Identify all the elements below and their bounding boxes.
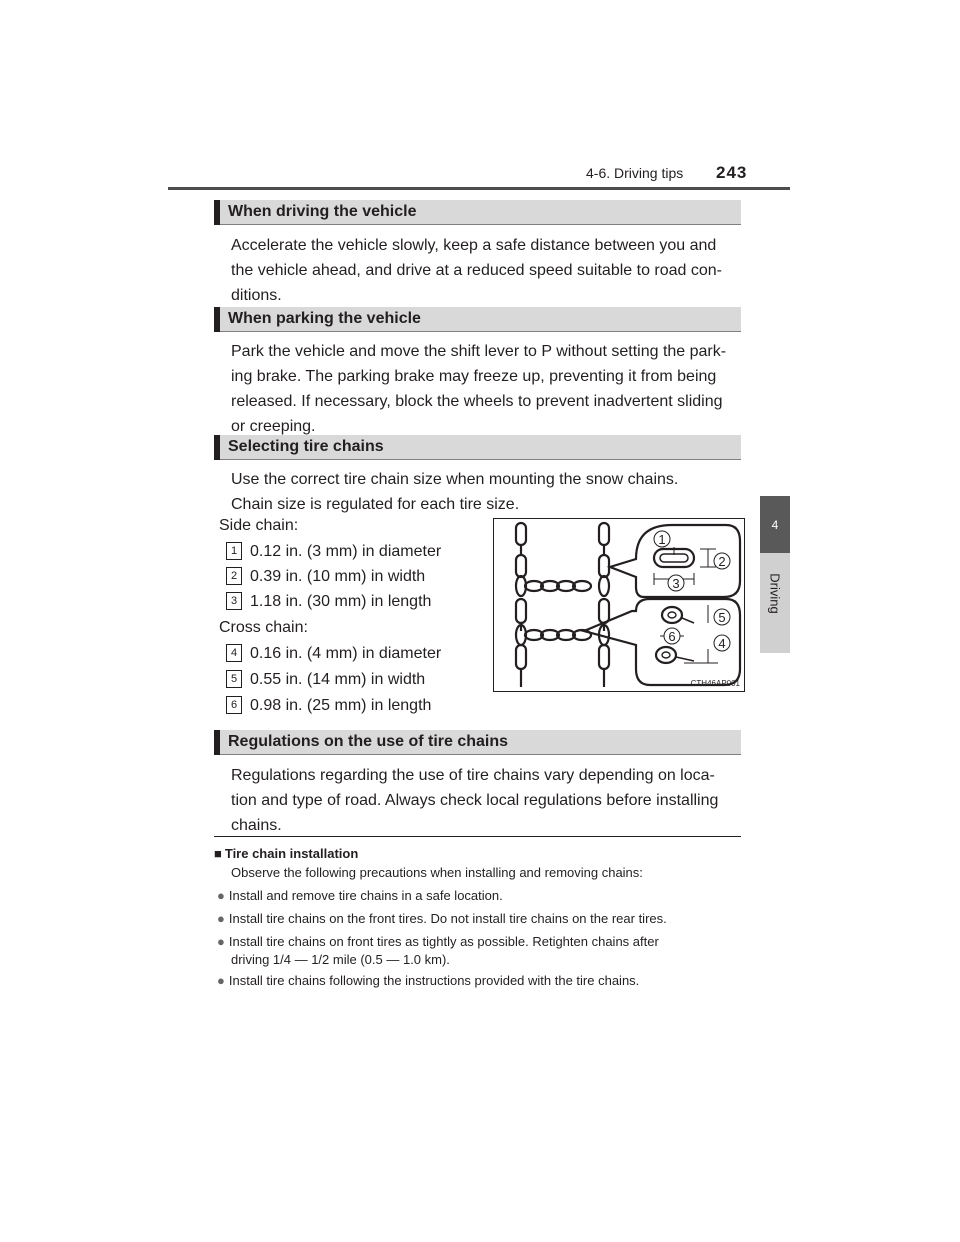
callout-number: 6 [226,696,242,714]
circle-bullet-icon: ● [217,911,225,926]
side-chain-label: Side chain: [219,517,299,534]
text-line: Regulations regarding the use of tire chains vary depending on loca- [231,767,715,784]
spec-item [226,539,441,564]
paragraph-driving [231,233,741,308]
header-section-title: 4-6. Driving tips [586,165,684,181]
spec-item [226,564,425,589]
header-divider [168,187,790,190]
section-heading-driving [214,200,741,225]
paragraph-regulations [231,763,741,838]
page-number: 243 [716,163,748,182]
spec-text: 0.16 in. (4 mm) in diameter [250,645,442,662]
section-heading-bar [214,200,220,225]
notes-divider [214,836,741,837]
text-line: Accelerate the vehicle slowly, keep a safe distance between you and [231,237,717,254]
callout-number: 5 [226,670,242,688]
callout-number: 1 [226,542,242,560]
text-line: Use the correct tire chain size when mounting the snow chains. [231,471,679,488]
spec-text: 0.39 in. (10 mm) in width [250,568,426,585]
section-heading-bar [214,730,220,755]
text-line: the vehicle ahead, and drive at a reduced speed suitable to road con- [231,262,722,279]
spec-item [226,693,431,718]
spec-text: 0.12 in. (3 mm) in diameter [250,543,442,560]
text-line: ing brake. The parking brake may freeze up, preventing it from being [231,368,717,385]
spec-item [226,667,425,692]
figure-callout-2: 2 [718,554,726,569]
section-heading-selecting [214,435,741,460]
notes-bullet [217,972,639,990]
notes-intro: Observe the following precautions when installing and removing chains: [231,865,643,880]
chain-vertical-right [599,523,609,687]
section-title: Regulations on the use of tire chains [228,733,509,750]
figure-callout-4: 4 [718,636,726,651]
text-line: Park the vehicle and move the shift lever to P without setting the park- [231,343,727,360]
chain-vertical-left [516,523,526,687]
cross-chain-label: Cross chain: [219,619,308,636]
notes-bullet-continuation: driving 1/4 — 1/2 mile (0.5 — 1.0 km). [231,952,450,967]
cross-link-detail-top [662,607,682,623]
figure-code: CTH46AP001 [690,679,740,688]
bullet-text: Install tire chains on the front tires. Do not install tire chains on the rear tires. [228,911,667,926]
paragraph-selecting [231,467,678,517]
circle-bullet-icon: ● [217,888,225,903]
text-line: tion and type of road. Always check local regulations before installing [231,792,719,809]
callout-number: 4 [226,644,242,662]
figure-callout-3: 3 [672,576,680,591]
bullet-text: Install tire chains on front tires as tightly as possible. Retighten chains after [228,934,659,949]
tire-chain-figure [493,518,745,692]
callout-number: 2 [226,567,242,585]
notes-bullet [217,933,659,951]
section-title: Selecting tire chains [228,438,384,455]
cross-link-detail-bottom [656,647,676,663]
figure-callout-1: 1 [658,532,666,547]
callout-number: 3 [226,592,242,610]
paragraph-parking [231,339,741,439]
text-line: Chain size is regulated for each tire size. [231,496,520,513]
notes-bullet [217,910,667,928]
spec-text: 0.55 in. (14 mm) in width [250,671,426,688]
chain-horizontal-upper [516,576,609,596]
chapter-tab-label [760,553,790,633]
spec-text: 1.18 in. (30 mm) in length [250,593,432,610]
notes-title [214,846,358,861]
chapter-tab-number: 4 [760,496,790,553]
text-line: chains. [231,817,282,834]
section-heading-regulations [214,730,741,755]
spec-text: 0.98 in. (25 mm) in length [250,697,432,714]
tire-chain-illustration [494,519,744,691]
text-line: released. If necessary, block the wheels to prevent inadvertent sliding [231,393,723,410]
bullet-text: Install tire chains following the instructions provided with the tire chains. [228,973,640,988]
figure-callout-5: 5 [718,610,726,625]
chapter-tab-name: Driving [767,572,783,614]
circle-bullet-icon: ● [217,934,225,949]
section-heading-bar [214,435,220,460]
circle-bullet-icon: ● [217,973,225,988]
figure-callout-6: 6 [668,629,676,644]
spec-item [226,641,441,666]
notes-title-text: Tire chain installation [224,846,359,861]
spec-item [226,589,431,614]
text-line: ditions. [231,287,282,304]
bullet-text: Install and remove tire chains in a safe location. [228,888,503,903]
section-title: When parking the vehicle [228,310,421,327]
notes-bullet [217,887,503,905]
square-bullet-icon: ■ [214,846,222,861]
text-line: or creeping. [231,418,316,435]
section-heading-parking [214,307,741,332]
section-heading-bar [214,307,220,332]
section-title: When driving the vehicle [228,203,417,220]
